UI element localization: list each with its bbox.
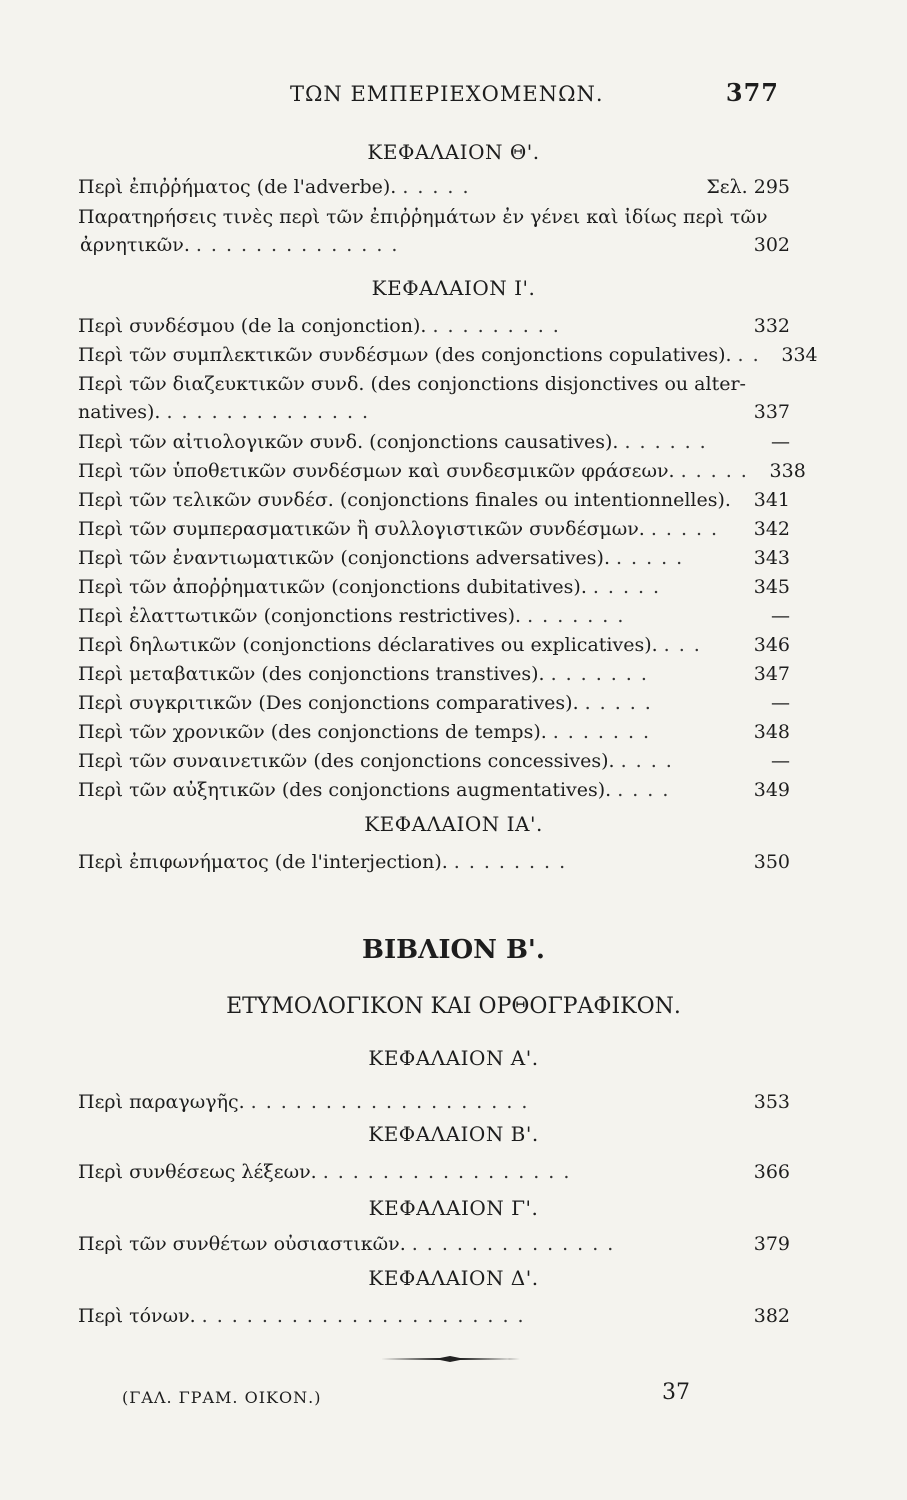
toc-entry: Περὶ τῶν αἰτιολογικῶν συνδ. (conjonctions causatives). ...... — bbox=[78, 431, 790, 453]
signature-mark: 37 bbox=[662, 1380, 690, 1405]
chapter-heading: ΚΕΦΑΛΑΙΟΝ Δ'. bbox=[368, 1266, 539, 1290]
book-subtitle: ΕΤΥΜΟΛΟΓΙΚΟΝ ΚΑΙ ΟΡΘΟΓΡΑΦΙΚΟΝ. bbox=[226, 994, 681, 1019]
toc-entry: Περὶ δηλωτικῶν (conjonctions déclaratives ou explicatives). ... 346 bbox=[78, 634, 790, 656]
toc-entry: Περὶ τῶν συνθέτων οὐσιαστικῶν. .............. 379 bbox=[78, 1233, 790, 1255]
toc-entry: Περὶ τῶν συμπλεκτικῶν συνδέσμων (des conjonctions copulatives). .. 334 bbox=[78, 344, 818, 366]
toc-entry: Περὶ παραγωγῆς. ................... 353 bbox=[78, 1091, 790, 1113]
toc-entry: Περὶ συγκριτικῶν (Des conjonctions comparatives). ..... — bbox=[78, 692, 790, 714]
toc-entry: Περὶ τῶν συμπερασματικῶν ἢ συλλογιστικῶν συνδέσμων. ..... 342 bbox=[78, 518, 790, 540]
toc-entry: Περὶ τῶν χρονικῶν (des conjonctions de temps). ....... 348 bbox=[78, 721, 790, 743]
toc-entry: Περὶ μεταβατικῶν (des conjonctions transtives). ....... 347 bbox=[78, 663, 790, 685]
toc-entry: Περὶ τῶν αὐξητικῶν (des conjonctions augmentatives). .... 349 bbox=[78, 779, 790, 801]
toc-entry: Περὶ τῶν τελικῶν συνδέσ. (conjonctions finales ou intentionnelles). 341 bbox=[78, 489, 790, 511]
toc-entry: Περὶ τῶν ὑποθετικῶν συνδέσμων καὶ συνδεσμικῶν φράσεων. ..... 338 bbox=[78, 460, 806, 482]
page-number: 377 bbox=[725, 78, 779, 107]
chapter-heading: ΚΕΦΑΛΑΙΟΝ Β'. bbox=[368, 1122, 539, 1146]
chapter-heading: ΚΕΦΑΛΑΙΟΝ Α'. bbox=[368, 1046, 539, 1070]
ornament-rule bbox=[380, 1356, 520, 1362]
running-head bbox=[290, 78, 779, 107]
chapter-heading: ΚΕΦΑΛΑΙΟΝ Θ'. bbox=[367, 140, 540, 164]
toc-entry: Παρατηρήσεις τινὲς περὶ τῶν ἐπιῤῥημάτων ἐν γένει καὶ ἰδίως περὶ τῶν ἀρνητικῶν. .............. 302 bbox=[78, 206, 790, 256]
toc-entry: Περὶ ἐλαττωτικῶν (conjonctions restrictives). ....... — bbox=[78, 605, 790, 627]
footer-note: (ΓΑΛ. ΓΡΑΜ. ΟΙΚΟΝ.) bbox=[122, 1388, 322, 1407]
toc-entry: Περὶ συνδέσμου (de la conjonction). ......... 332 bbox=[78, 315, 790, 337]
chapter-heading: ΚΕΦΑΛΑΙΟΝ Γ'. bbox=[368, 1196, 539, 1220]
toc-entry: Περὶ ἐπιφωνήματος (de l'interjection). ........ 350 bbox=[78, 851, 790, 873]
toc-entry: Περὶ ἐπιῤῥήματος (de l'adverbe). ..... Σελ. 295 bbox=[78, 176, 790, 198]
chapter-heading: ΚΕΦΑΛΑΙΟΝ Ι'. bbox=[371, 276, 536, 300]
toc-entry: Περὶ τῶν ἀποῤῥηματικῶν (conjonctions dubitatives). ..... 345 bbox=[78, 576, 790, 598]
running-head-title: ΤΩΝ ΕΜΠΕΡΙΕΧΟΜΕΝΩΝ. bbox=[290, 82, 604, 106]
toc-entry: Περὶ τῶν διαζευκτικῶν συνδ. (des conjonctions disjonctives ou alter- natives). .............. 337 bbox=[78, 373, 790, 423]
chapter-heading: ΚΕΦΑΛΑΙΟΝ ΙΑ'. bbox=[364, 812, 543, 836]
toc-entry: Περὶ συνθέσεως λέξεων. ................. 366 bbox=[78, 1161, 790, 1183]
toc-entry: Περὶ τῶν συναινετικῶν (des conjonctions concessives). .... — bbox=[78, 750, 790, 772]
toc-entry: Περὶ τῶν ἐναντιωματικῶν (conjonctions adversatives). ..... 343 bbox=[78, 547, 790, 569]
book-title: ΒΙΒΛΙΟΝ Β'. bbox=[362, 935, 545, 965]
toc-entry: Περὶ τόνων. ...................... 382 bbox=[78, 1305, 790, 1327]
